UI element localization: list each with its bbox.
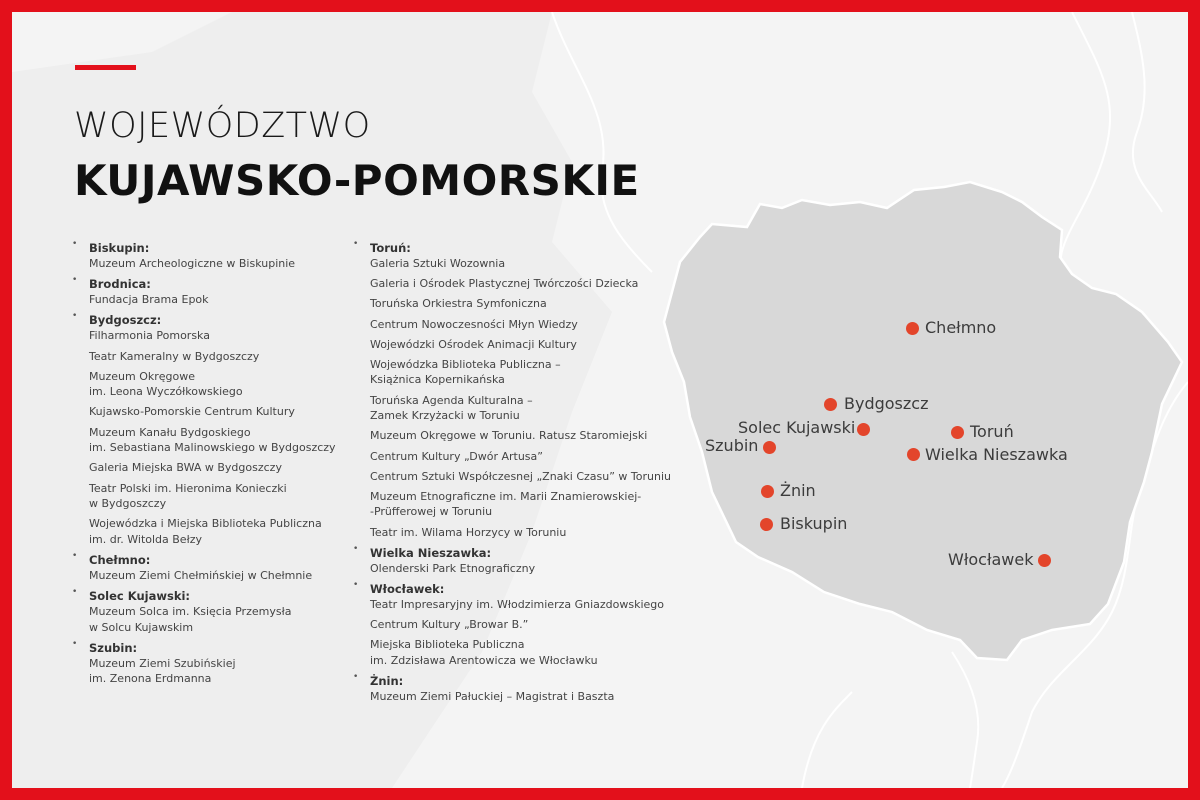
city-group [72,312,342,547]
map-label-solec-kujawski: Solec Kujawski [738,418,856,437]
bullet-icon: • [72,638,78,649]
city-group [72,588,342,635]
institution-name: Muzeum Okręgowe im. Leona Wyczółkowskiego [89,369,243,399]
bullet-icon: • [72,550,78,561]
institution-name: Muzeum Archeologiczne w Biskupinie [89,257,296,270]
marker-torun [951,426,964,439]
city-name: Brodnica: [89,277,151,292]
title-accent-bar [75,65,136,70]
institution-name: Muzeum Etnograficzne im. Marii Znamierowskiej- -Prüfferowej w Toruniu [370,489,642,519]
institution-name: Muzeum Ziemi Szubińskiej im. Zenona Erdmanna [89,656,236,686]
city-name: Wielka Nieszawka: [370,545,492,560]
marker-solec-kujawski [857,423,870,436]
map-label-bydgoszcz: Bydgoszcz [844,394,929,413]
institution-name: Miejska Biblioteka Publiczna im. Zdzisława Arentowicza we Włocławku [370,638,598,667]
city-group [353,545,673,577]
city-group [353,673,673,705]
map-label-znin: Żnin [780,481,816,500]
city-group [72,640,342,687]
institution-name: Galeria Miejska BWA w Bydgoszczy [89,461,282,475]
institution-name: Muzeum Ziemi Chełmińskiej w Chełmnie [89,568,313,582]
neighbour-border-line-1 [552,12,652,272]
city-name: Bydgoszcz: [89,313,162,328]
marker-chelmno [906,322,919,335]
institution-name: Wojewódzka Biblioteka Publiczna – Książnica Kopernikańska [370,357,561,387]
neighbour-border-line-3 [1132,12,1162,212]
marker-szubin [763,441,776,454]
bullet-icon: • [72,239,78,249]
marker-znin [761,485,774,498]
title-line-2: KUJAWSKO-POMORSKIE [74,156,640,205]
marker-bydgoszcz [824,398,837,411]
city-name: Solec Kujawski: [89,589,191,604]
institution-list-right [353,240,673,709]
institution-name: Centrum Kultury „Dwór Artusa” [370,449,543,463]
neighbour-border-line-6 [802,692,852,788]
institution-name: Muzeum Solca im. Księcia Przemysła w Solcu Kujawskim [89,605,292,634]
city-group [72,552,342,584]
institution-name: Teatr im. Wilama Horzycy w Toruniu [370,525,567,539]
institution-name: Kujawsko-Pomorskie Centrum Kultury [89,405,295,419]
institution-name: Galeria Sztuki Wozownia [370,257,506,270]
map-label-wielka-nieszawka: Wielka Nieszawka [925,445,1068,464]
city-group [353,240,673,540]
institution-name: Teatr Polski im. Hieronima Konieczki w Bydgoszczy [89,481,287,510]
city-name: Żnin: [370,674,404,688]
city-name: Chełmno: [89,552,151,567]
bullet-icon: • [72,275,78,286]
map-label-chelmno: Chełmno [925,318,997,337]
bullet-icon: • [353,579,359,590]
map-label-szubin: Szubin [705,436,759,455]
institution-name: Centrum Kultury „Browar B.” [370,618,529,632]
institution-name: Wojewódzki Ośrodek Animacji Kultury [370,337,577,351]
neighbour-border-line-5 [952,652,978,788]
institution-name: Galeria i Ośrodek Plastycznej Twórczości Dziecka [370,277,639,291]
institution-name: Fundacja Brama Epok [89,293,209,307]
city-group [72,276,342,308]
city-name: Szubin: [89,640,138,655]
bullet-icon: • [72,311,78,322]
map-label-wloclawek: Włocławek [948,550,1034,569]
institution-name: Teatr Kameralny w Bydgoszczy [89,349,260,363]
city-name: Biskupin: [89,241,150,255]
institution-name: Muzeum Kanału Bydgoskiego im. Sebastiana Malinowskiego w Bydgoszczy [89,425,336,455]
institution-name: Toruńska Orkiestra Symfoniczna [370,297,547,311]
title-line-1: WOJEWÓDZTWO [74,106,371,146]
bullet-icon: • [72,587,78,598]
institution-name: Filharmonia Pomorska [89,329,210,343]
marker-biskupin [760,518,773,531]
institution-name: Muzeum Ziemi Pałuckiej – Magistrat i Baszta [370,690,615,703]
neighbour-border-line-2 [1060,12,1110,282]
bullet-icon: • [353,239,359,249]
city-name: Toruń: [370,241,411,255]
institution-name: Toruńska Agenda Kulturalna – Zamek Krzyżacki w Toruniu [370,393,533,423]
bullet-icon: • [353,672,359,682]
city-name: Włocławek: [370,581,445,596]
city-group [353,581,673,668]
institution-name: Muzeum Okręgowe w Toruniu. Ratusz Staromiejski [370,429,648,443]
institution-name: Centrum Sztuki Współczesnej „Znaki Czasu” w Toruniu [370,469,671,483]
institution-name: Centrum Nowoczesności Młyn Wiedzy [370,317,578,331]
institution-list-left [72,240,342,691]
marker-wielka-nieszawka [907,448,920,461]
map-label-torun: Toruń [970,422,1014,441]
marker-wloclawek [1038,554,1051,567]
institution-name: Olenderski Park Etnograficzny [370,561,536,575]
institution-name: Wojewódzka i Miejska Biblioteka Publiczna im. dr. Witolda Bełzy [89,517,322,546]
city-group [72,240,342,272]
bullet-icon: • [353,543,359,554]
institution-name: Teatr Impresaryjny im. Włodzimierza Gniazdowskiego [370,597,665,611]
map-label-biskupin: Biskupin [780,514,848,533]
